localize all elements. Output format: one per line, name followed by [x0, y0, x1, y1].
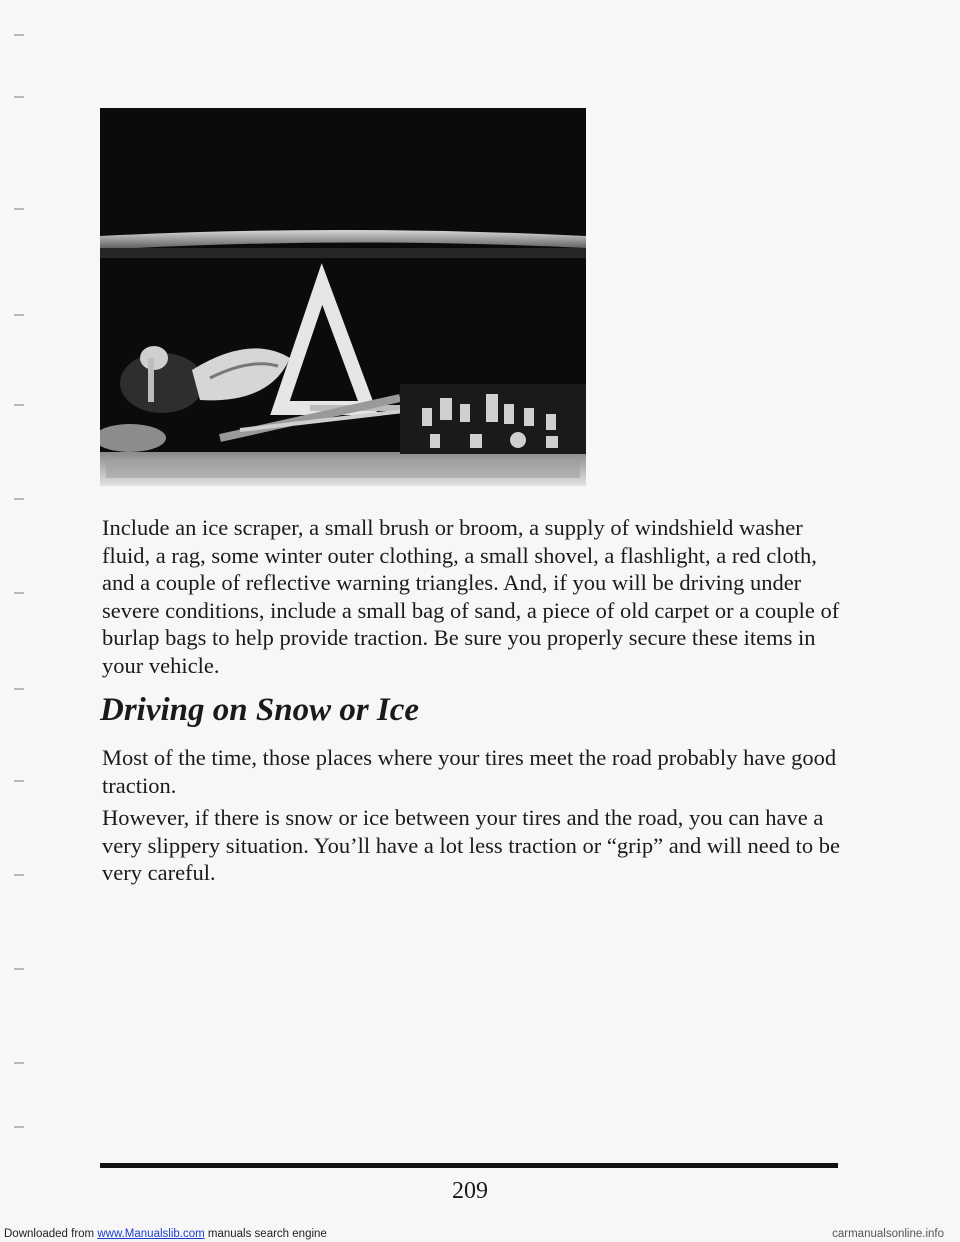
footer-suffix: manuals search engine [204, 1228, 327, 1240]
margin-mark [14, 874, 24, 876]
page-number: 209 [452, 1178, 488, 1204]
margin-mark [14, 592, 24, 594]
margin-mark [14, 34, 24, 36]
slippery-paragraph: However, if there is snow or ice between your tires and the road, you can have a very slippery situation. You’ll have a lot less traction or “grip” and will need to be very careful. [102, 805, 840, 885]
margin-mark [14, 208, 24, 210]
margin-mark [14, 498, 24, 500]
manualslib-link[interactable]: www.Manualslib.com [97, 1228, 205, 1240]
margin-mark [14, 314, 24, 316]
footer-prefix: Downloaded from [4, 1228, 98, 1240]
kit-paragraph: Include an ice scraper, a small brush or broom, a supply of windshield washer fluid, a rag, some winter outer clothing, a small shovel, a flashlight, a red cloth, and a couple of reflective warning triangles. And, if you will be driving under severe conditions, include a small bag of sand, a piece of old carpet or a couple of burlap bags to help provide traction. Be sure you properly secure these items in your vehicle. [102, 515, 840, 678]
margin-mark [14, 1062, 24, 1064]
margin-mark [14, 404, 24, 406]
traction-paragraph: Most of the time, those places where your tires meet the road probably have good traction. [102, 745, 837, 798]
trunk-kit-photo [100, 108, 586, 486]
margin-mark [14, 968, 24, 970]
watermark-text: carmanualsonline.info [832, 1228, 944, 1240]
download-footer [0, 1226, 960, 1242]
margin-mark [14, 96, 24, 98]
margin-mark [14, 1126, 24, 1128]
section-heading: Driving on Snow or Ice [100, 692, 420, 728]
margin-mark [14, 780, 24, 782]
footer-rule [100, 1163, 838, 1168]
margin-mark [14, 688, 24, 690]
